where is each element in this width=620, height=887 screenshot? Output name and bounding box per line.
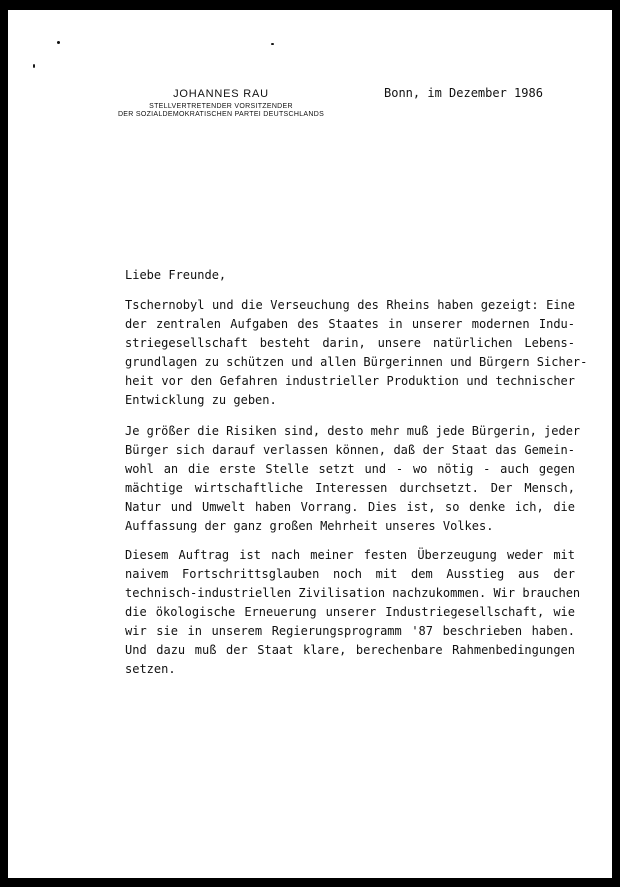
letterhead-title-line1: STELLVERTRETENDER VORSITZENDER [149, 103, 293, 110]
paragraph-1 [125, 296, 588, 410]
scan-speck [57, 41, 60, 44]
paragraph-line: wir sie in unserem Regierungsprogramm '87 beschrieben haben. [125, 624, 575, 638]
letter-page [8, 10, 612, 878]
paragraph-2 [125, 422, 581, 536]
paragraph-line: Bürger sich darauf verlassen können, daß der Staat das Gemein- [125, 443, 575, 457]
paragraph-3 [125, 546, 581, 679]
paragraph-line: grundlagen zu schützen und allen Bürgerinnen und Bürgern Sicher- [125, 355, 588, 369]
paragraph-line: Und dazu muß der Staat klare, berechenbare Rahmenbedingungen [125, 643, 575, 657]
paragraph-line: Entwicklung zu geben. [125, 393, 277, 407]
scan-speck [271, 43, 274, 45]
paragraph-line: Natur und Umwelt haben Vorrang. Dies ist, so denke ich, die [125, 500, 575, 514]
paragraph-line: Auffassung der ganz großen Mehrheit unseres Volkes. [125, 519, 494, 533]
letterhead-name: JOHANNES RAU [173, 88, 269, 100]
paragraph-line: der zentralen Aufgaben des Staates in unserer modernen Indu- [125, 317, 575, 331]
paragraph-line: setzen. [125, 662, 176, 676]
paragraph-line: technisch-industriellen Zivilisation nachzukommen. Wir brauchen [125, 586, 581, 600]
paragraph-line: heit vor den Gefahren industrieller Produktion und technischer [125, 374, 575, 388]
paragraph-line: Je größer die Risiken sind, desto mehr muß jede Bürgerin, jeder [125, 424, 581, 438]
letter-date: Bonn, im Dezember 1986 [384, 86, 543, 100]
scan-speck [33, 64, 35, 68]
paragraph-line: striegesellschaft besteht darin, unsere natürlichen Lebens- [125, 336, 575, 350]
paragraph-line: mächtige wirtschaftliche Interessen durchsetzt. Der Mensch, [125, 481, 575, 495]
paragraph-line: die ökologische Erneuerung unserer Industriegesellschaft, wie [125, 605, 575, 619]
paragraph-line: Tschernobyl und die Verseuchung des Rheins haben gezeigt: Eine [125, 298, 575, 312]
salutation: Liebe Freunde, [125, 268, 227, 282]
paragraph-line: wohl an die erste Stelle setzt und - wo nötig - auch gegen [125, 462, 575, 476]
letterhead-title-line2: DER SOZIALDEMOKRATISCHEN PARTEI DEUTSCHLANDS [117, 111, 325, 118]
paragraph-line: naivem Fortschrittsglauben noch mit dem Ausstieg aus der [125, 567, 575, 581]
paragraph-line: Diesem Auftrag ist nach meiner festen Überzeugung weder mit [125, 548, 575, 562]
